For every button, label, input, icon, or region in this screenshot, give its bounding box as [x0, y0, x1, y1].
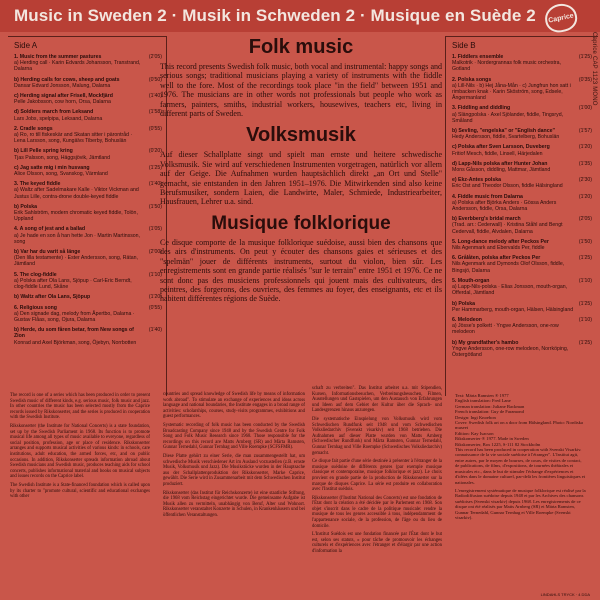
credit-line: French translation: Guy de Faramond	[455, 409, 524, 415]
track-item	[14, 327, 162, 346]
track-item	[452, 177, 592, 189]
info-paragraph: L'Institut Suédois est une fondation financée par l'État dont le but est, selon ses statuts, « pour tâche de promouvoir les échanges culturels et d'expériences avec l'étranger et d'élargir par une action d'information la	[312, 532, 442, 555]
track-duration: (1'40)	[148, 327, 162, 334]
track-performer: Alice Olsson, song, Svanskog, Värmland	[14, 171, 108, 178]
track-title: b) Polska	[14, 203, 38, 210]
track-duration: (0'55)	[148, 125, 162, 132]
track-performer: Hedy Andersson, fiddle, Svartelberg, Bohuslän	[452, 134, 560, 141]
german-text: Auf dieser Schallplatte singt und spielt man ernste und heitere schwedische Volksmusik. Sie wird auf verschiedenen Instrumenten vorgetragen, natürlich vor allem auf der Geige. Die Aufnahmen wurden hauptsächlich direkt „an Ort und Stelle" gemacht, sie entstanden in den Jahren 1951–1976. Die Mitwirkenden sind also keine Berufsmusiker, sondern Laien, die Landwirte, Maler, Schmiede, Industriearbeiter, Hausfrauen, Lehrer u.a. sind.	[160, 150, 442, 207]
track-performer: a) Je hade en son å han hette Jon · Martin Martinsson, song	[14, 232, 141, 245]
info-paragraph: Ce disque fait partie d'une série destinée à présenter à l'étranger de la musique suédoise de différents genres (par exemple musique classique et contemporaine, musique folklorique et jazz). Le choix provient en grande partie de la production de Rikskonserter sur la marque de disques Caprice. La série est produite en collaboration avec l'Institut suédois.	[312, 459, 442, 493]
column-german-info	[163, 392, 305, 521]
track-duration: (1'25)	[578, 339, 592, 346]
track-duration: (0'55)	[148, 304, 162, 311]
track-duration: (1'00)	[578, 105, 592, 112]
track-performer: Nils Agenmark and Dymonds Olof Olsson, fiddle, Bingsjö, Dalarna	[452, 261, 565, 274]
track-item	[452, 239, 592, 251]
track-duration: (2'05)	[148, 54, 162, 60]
track-duration: (1'50)	[578, 238, 592, 245]
side-b-tracklist	[445, 36, 598, 396]
track-duration: (1'10)	[578, 316, 592, 323]
track-performer: Nils Agenmark and Ebervalds Per, fiddle	[452, 245, 545, 252]
track-performer: a) Polska after Björka Anders · Gössa Anders Andersson, fiddle, Orsa, Dalarna	[452, 199, 557, 213]
track-duration: (1'25)	[148, 164, 162, 171]
track-duration: (1'10)	[148, 271, 162, 278]
track-title: b) Var har du varit så länge	[14, 249, 81, 256]
info-paragraph: Rikskonserter (das Institut für Reichskonzerte) ist eine staatliche Stiftung, die 1968 vom Reichstag eingerichtet wurde. Die gemeinsame Aufgabe ist Musik allen zu vermitteln, unabhängig von Beruf, Alter und Wohnort. Rikskonserter veranstaltet Konzerte in Schulen, in Krankenhäusern und bei öffentlichen Veranstaltungen.	[163, 490, 305, 518]
track-item	[452, 54, 592, 73]
track-performer: a) Lapp-Nils-polska · Elias Jonsson, mouth-organ, Offerdal, Jämtland	[452, 284, 568, 297]
track-duration: (1'25)	[578, 300, 592, 307]
track-performer: (Trad. arr.: Cederwall) · Kristina Ståhl and Bengt Cedervall, fiddle, Alvdalen, Dalarna	[452, 222, 563, 235]
track-performer: Konrad and Axel Björkman, song, Öjebyn, Norrbotten	[14, 339, 137, 346]
track-duration: (1'20)	[148, 294, 162, 301]
track-item	[452, 340, 592, 359]
english-heading: Folk music	[248, 36, 354, 58]
info-paragraph: Rikskonserter (the Institute for National Concerts) is a state foundation, set up by the Swedish Parliament in 1968. Its function is to promote musical life among all types of music available to everyone, regardless of social position, profession, age or place of residence. Rikskonserter arranges and supports musical activities of various kinds: in schools, care institutions, adult education, the armed forces, etc, and on public occasions. In addition, Rikskonserter spreads information abroad about Swedish musicians and Swedish music, produces teaching aids for school concerts, publishes informational material and books on musical subjects and issues records on the Caprice label.	[10, 423, 150, 480]
track-item	[14, 93, 162, 105]
track-title: 4. A song of jest and a ballad	[14, 226, 86, 233]
english-text: This record presents Swedish folk music, both vocal and instrumental: happy songs and serious songs; traditional musicians playing a variety of instruments with the fiddle well to the fore. Most of the recordings took place "in the field" between 1951 and 1976. The musicians are in other words not professionals but people who work as farmers, painters, smiths, industrial workers, housewives, teachers etc, living in different parts of Sweden.	[160, 62, 442, 119]
track-title: c) Herding signal after Frisell, Mockfjärd	[14, 93, 113, 100]
intro-texts	[160, 36, 442, 304]
caprice-logo: Caprice	[542, 1, 579, 35]
track-title: 2. Cradle songs	[14, 125, 53, 132]
credit-line: German translation: Juliane Backman	[455, 403, 525, 409]
column-english-info	[10, 393, 150, 503]
credit-line: English translation: Fred Lane	[455, 398, 511, 404]
track-performer: a) Polska after Ola Lans, Sjöpup · Carl-Eric Berndt, clog-fiddle Lund, Skåne	[14, 277, 132, 291]
track-item	[452, 128, 592, 140]
track-title: d) Lapp-Nils polska after Hunter Johan	[452, 160, 548, 167]
credit-line: Edition: Kay Isacson	[455, 430, 494, 436]
track-item	[14, 204, 162, 223]
printer-code: LINDAHLS TRYCK · 4 DDA	[540, 592, 590, 597]
column-french-info	[312, 386, 442, 558]
german-heading: Volksmusik	[246, 124, 356, 147]
track-duration: (0'20)	[148, 148, 162, 155]
track-item	[14, 305, 162, 324]
track-title: b) My grandfather's hambo	[452, 339, 519, 346]
track-title: 1. Music from the summer pastures	[14, 54, 102, 60]
track-title: 5. Mouth-organ	[452, 277, 490, 284]
track-title: d) Soldiers march from Leksand	[14, 109, 94, 116]
title-bar	[0, 0, 600, 32]
credits-block	[455, 393, 587, 523]
info-paragraph: countries and spread knowledge of Swedish life by means of information work abroad". To stimulate an exchange of experiences and ideas across language and national boundaries, the Institute engages in a broad range of activities: scholarships, courses, study-visits programmes, exhibitions and guest performances.	[163, 392, 305, 420]
credit-line: connaissance de la vie sociale suédoise à l'étranger". L'Institut agit, entre autres, par le moyen de bourses, de cours, de visites de contact, de publications, de films, d'expositions, de tournées théâtrales et musicales etc., dans le but de stimuler l'échange d'expériences et d'idées dans le domaine culturel, par-delà les frontières linguistiques et nationales.	[455, 452, 586, 485]
credit-line: Design: Ingi Knoebon	[455, 414, 496, 420]
track-title: 5. Long-dance melody after Peckos Per	[452, 238, 549, 245]
credit-line: L'enregistrement systématique de musique folklorique est réalisé par la Radiodiffusion suédoise depuis 1948 et par les Archives des chansons suédoises (Svenskt visarkiv) depuis 1968. Les enregistrements de ce disque ont été réalisés par Matts Arnberg (SR) et Märta Ramsten, Gunnar Ternedahl, Gunnar Ternhag et Ville Roempke (Svenskt visarkiv).	[455, 487, 586, 520]
track-title: c) Jag satte mig i min husvang	[14, 164, 90, 171]
track-duration: (1'20)	[578, 193, 592, 200]
track-title: e) Ekz-Antes polska	[452, 177, 502, 184]
french-heading: Musique folklorique	[211, 212, 391, 234]
track-duration: (1'05)	[148, 226, 162, 233]
info-paragraph: Diese Platte gehört zu einer Serie, die man zusammengestellt hat, um schwedische Musik verschiedener Art im Ausland vorzustellen (z.B. ernste Musik, Volksmusik und Jazz). Die Musikstücke wurden in der Hauptsache aus der Schallplattenproduktion der Rikskonserter, Marke Caprice, gewählt. Die Serie wird in Zusammenarbeit mit dem Schwedischen Institut produziert.	[163, 453, 305, 487]
side-a-tracklist	[8, 36, 167, 396]
track-title: b) Waltz after Ola Lans, Sjöpup	[14, 294, 91, 301]
info-paragraph: Rikskonserter (l'Institut National des Concerts) est une fondation de l'État dont la création a été décidée par le Parlement en 1968. Son objet s'inscrit dans le cadre de la politique musicale: rendre la musique de tous les genres accessible à tous, indépendamment de l'appartenance sociale, de la profession, de l'âge ou du lieu de domicile.	[312, 495, 442, 529]
track-title: 5. The clog-fiddle	[14, 271, 57, 278]
side-b-heading: Side B	[452, 41, 476, 50]
track-duration: (1'10)	[578, 277, 592, 284]
info-paragraph: Systematic recording of folk music has been conducted by the Swedish Broadcasting Company since 1948 and by the Swedish Centre for Folk Song and Folk Music Research since 1968. Those responsible for the recordings on this record are Matts Arnberg (SR) and Märta Ramsten, Gunnar Ternedahl, Gunnar Ternhag and Ville Roempke (SCFSFMR).	[163, 422, 305, 451]
track-duration: (1'57)	[578, 128, 592, 135]
track-item	[14, 165, 162, 177]
french-text: Ce disque comporte de la musique folklorique suédoise, aussi bien des chansons que des airs d'instruments. On peut y écouter des chansons gaies et sérieuses et des "spelmän" jouer de différents instruments, surtout du violon, bien sûr. Les enregistrements sont en grande partie réalisés "sur le terrain" entre 1951 et 1976. Ce ne sont donc pas des musiciens professionnels qui jouent mais des cultivateurs, des peintres, des forgerons, des ouvriers, des femmes au foyer, des enseignants, etc et ils habitent différentes régions de Suède.	[160, 237, 442, 304]
track-duration: (1'25)	[578, 255, 592, 262]
track-item	[14, 126, 162, 145]
track-title: 2. Polska songs	[452, 76, 492, 83]
track-item	[452, 216, 592, 235]
track-performer: a) Herding call · Karin Edvards Johansson, Transtrand, Dalarna	[14, 60, 141, 73]
credit-line: Cover: Swedish folk art on a door from Hälsingland. Photo: Nordiska museet	[455, 420, 583, 431]
track-item	[452, 301, 592, 313]
track-item	[452, 317, 592, 336]
track-duration: (1'25)	[578, 54, 592, 60]
track-title: 3. The keyed fiddle	[14, 181, 61, 188]
track-performer: Erik Sahlström, modern chromatic keyed fiddle, Tolön, Uppland	[14, 210, 138, 223]
track-duration: (2'30)	[578, 177, 592, 184]
track-duration: (0'50)	[148, 76, 162, 83]
catalog-number: Caprice CAP 1123 MONO	[591, 32, 597, 106]
track-title: 3. Fiddling and diddling	[452, 105, 511, 112]
track-item	[14, 109, 162, 121]
track-title: b) Herding calls for cows, sheep and goats	[14, 76, 120, 83]
track-title: 1. Fiddlers ensemble	[452, 54, 504, 60]
track-performer: Pelle Jakobsson, cow horn, Orsa, Dalarna	[14, 99, 111, 106]
track-duration: (1'50)	[148, 203, 162, 210]
track-performer: a) Waltz after Sadelmakare Kalle · Viktor Vickman and Justus Lille, contra-drone double-keyed fiddle	[14, 187, 139, 200]
track-title: c) Polska after Sven Larsson, Duveberg	[452, 144, 550, 151]
track-performer: Lars Jobs, spelpipa, Leksand, Dalarna	[14, 115, 103, 122]
track-item	[452, 255, 592, 274]
track-performer: a) Jösse's polkett · Yngve Andersson, one-row melodeon	[452, 323, 559, 336]
track-item	[14, 249, 162, 268]
info-paragraph: The Swedish Institute is a State-financed foundation which is called upon by its charter to "promote cultural, scientific and educational exchanges with other	[10, 482, 150, 500]
credit-line: Rikskonserter, Box 1225, S-111 82 Stockholm	[455, 441, 541, 447]
track-title: b) Herde, du som fåren betar, from New songs of Zion	[14, 327, 134, 340]
track-performer: (Den lilla testamente) · Ester Andersson, song, Rätan, Jämtland	[14, 255, 138, 268]
track-title: 6. Religious song	[14, 304, 57, 311]
track-title: b) Sevling, "engelska" or "English dance"	[452, 128, 555, 135]
track-duration: (1'40)	[148, 93, 162, 100]
track-item	[14, 226, 162, 245]
track-performer: Fritiof Mesch, fiddle, Linsell, Härjedalen	[452, 150, 543, 157]
track-performer: a) Ro, ro till fiskeskär and Skatan sitter i pärontråd · Lena Larsson, song, Kungälvs Tiberby, Bohuslän	[14, 132, 133, 145]
track-duration: (2'00)	[148, 249, 162, 256]
track-duration: (1'35)	[578, 160, 592, 167]
side-a-heading: Side A	[14, 41, 38, 50]
track-item	[452, 161, 592, 173]
track-item	[452, 105, 592, 124]
track-performer: Eric Ost and Theodor Olsson, fiddle Hälsingland	[452, 183, 563, 190]
track-performer: Yngve Andersson, one-row melodeon, Norrköping, Östergötland	[452, 345, 569, 358]
track-duration: (0'35)	[578, 76, 592, 83]
track-title: 6. Melodeon	[452, 316, 482, 323]
series-title: Music in Sweden 2 · Musik in Schweden 2 · Musique en Suède 2	[14, 6, 536, 25]
track-performer: a) Slängpolska · Axel Sjölander, fiddle, Tingsryd, Småland	[452, 111, 564, 124]
track-duration: (1'58)	[148, 109, 162, 116]
track-duration: (2'05)	[578, 216, 592, 223]
credit-line: Rikskonserter ® 1977. Made in Sweden	[455, 436, 529, 442]
track-item	[14, 77, 162, 89]
track-item	[14, 272, 162, 291]
track-item	[14, 181, 162, 200]
track-performer: Dansar Edvard Jonsson, Malung, Dalarna	[14, 82, 111, 89]
credit-line: Text: Märta Ramsten ® 1977	[455, 393, 509, 398]
track-item	[14, 294, 162, 300]
track-item	[452, 278, 592, 297]
track-title: b) Everbberg's bridal march	[452, 216, 521, 223]
track-item	[452, 144, 592, 156]
track-title: 6. Grålåten, polska after Peckos Per	[452, 255, 541, 262]
track-title: 4. Fiddle music from Dalarna	[452, 193, 523, 200]
track-item	[14, 148, 162, 160]
track-title: b) Polska	[452, 300, 476, 307]
track-duration: (1'20)	[578, 144, 592, 151]
track-item	[14, 54, 162, 73]
track-performer: Malkotrik · Nordergrannas folk music orchestra, Gotland	[452, 60, 561, 73]
track-item	[452, 194, 592, 213]
track-item	[452, 77, 592, 102]
track-performer: Tjas Palsson, song, Häggsjövik, Jämtland	[14, 154, 111, 161]
track-duration: (1'40)	[148, 181, 162, 188]
info-paragraph: The record is one of a series which has been produced in order to present Swedish music of different kinds, e.g. serious music, folk music and jazz. In other countries the music has been selected mostly from the Caprice records issued by Rikskonserter, and the series is produced in cooperation with the Swedish Institute.	[10, 393, 150, 421]
credit-line: This record has been produced in cooperation with Svenskt Visarkiv.	[455, 447, 582, 453]
info-paragraph: schaft zu verbreiten". Das Institut arbeitet u.a. mit Stipendien, Kursen, Informationsbesuchen, Verbreitungsbesuchen, Filmen, Ausstellungen und Gastspielen, um den Austausch von Erfahrungen und Ideen auf dem Gebiet der Kultur über die Sprach- und Landesgrenzen hinaus anzuregen.	[312, 386, 442, 414]
track-performer: a) Lill-Nils · b) Hej Jåna-Mån · c) Jungfrun hon satt i rimbacken knak · Karin Sköström, song, Edsele, Ångermanland	[452, 82, 571, 102]
track-performer: Per Hammarberg, mouth-organ, Hälsen, Hälsingland	[452, 306, 574, 313]
info-paragraph: Die systematische Einspielung von Volksmusik wird vom Schwedischen Rundfunk seit 1948 und vom Schwedischen Volksliedarchiv (Svenskt visarkiv) seit 1968 betrieben. Die Aufnahmen auf dieser Platte wurden von Matts Arnberg (Schwedischer Rundfunk) und Märta Ramsten, Gunnar Ternedahl, Gunnar Ternhag und Ville Roempke (Schwedisches Volksliedarchiv) gemacht.	[312, 416, 442, 456]
track-performer: Mons Gåsson, diddling, Mattmar, Jämtland	[452, 167, 551, 174]
track-title: b) Lill Pelle spring kring	[14, 148, 73, 155]
track-performer: a) Den signade dag, melody from Åpertbo, Dalarna · Gustav Flåas, song, Ojura, Dalarna	[14, 310, 135, 323]
